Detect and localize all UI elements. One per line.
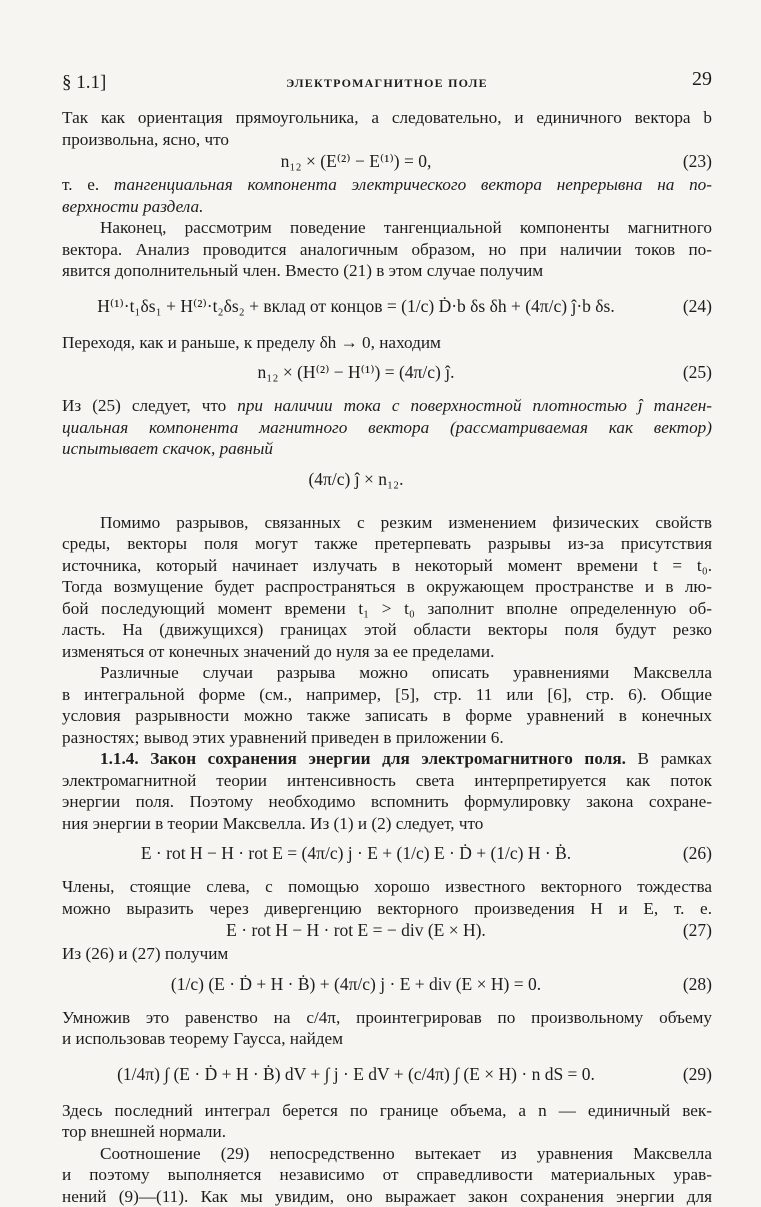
emphasis-text: тангенциальная компонента электрического вектора непрерывна на по- — [114, 175, 712, 194]
equation-expression: n₁₂ × (H⁽²⁾ − H⁽¹⁾) = (4π/c) ĵ. — [62, 362, 650, 384]
paragraph-lead: Из (25) следует, что — [62, 396, 226, 415]
equation-expression: (1/4π) ∫ (E · Ḋ + H · Ḃ) dV + ∫ j · E dV + (c/4π) ∫ (E × H) · n dS = 0. — [62, 1064, 650, 1086]
paragraph-line: вектора. Анализ проводится аналогичным образом, но при наличии токов по- — [62, 239, 712, 261]
equation-number: (26) — [683, 843, 712, 865]
equation-number: (27) — [683, 920, 712, 942]
paragraph-line: можно выразить через дивергенцию векторного произведения H и E, т. е. — [62, 898, 712, 920]
paragraph-line: Из (26) и (27) получим — [62, 943, 712, 965]
equation-expression: E · rot H − H · rot E = (4π/c) j · E + (1/c) E · Ḋ + (1/c) H · Ḃ. — [62, 843, 650, 865]
paragraph-line — [62, 748, 712, 770]
paragraph-line: разностях; вывод этих уравнений приведен в приложении 6. — [62, 727, 712, 749]
paragraph-line: Тогда возмущение будет распространяться в окружающем пространстве и в лю- — [62, 576, 712, 598]
equation-number: (24) — [683, 296, 712, 318]
equation-expression: (1/c) (E · Ḋ + H · Ḃ) + (4π/c) j · E + div (E × H) = 0. — [62, 974, 650, 996]
paragraph-line: явится дополнительный член. Вместо (21) в этом случае получим — [62, 260, 712, 282]
paragraph-line: нений (9)—(11). Как мы увидим, оно выражает закон сохранения энергии для — [62, 1186, 712, 1207]
paragraph-line: условия разрывности можно также записать в форме уравнений в конечных — [62, 705, 712, 727]
paragraph-line: ласть. На (движущихся) границах этой области векторы поля будут резко — [62, 619, 712, 641]
emphasis-text: верхности раздела. — [62, 196, 712, 218]
running-title: ЭЛЕКТРОМАГНИТНОЕ ПОЛЕ — [62, 76, 712, 91]
paragraph-line: Наконец, рассмотрим поведение тангенциальной компоненты магнитного — [62, 217, 712, 239]
paragraph-line: произвольна, ясно, что — [62, 129, 712, 151]
paragraph-line: Соотношение (29) непосредственно вытекает из уравнения Максвелла — [62, 1143, 712, 1165]
paragraph-line: тор внешней нормали. — [62, 1121, 712, 1143]
equation-24 — [62, 287, 712, 327]
equation-26 — [62, 839, 712, 871]
paragraph-line: Здесь последний интеграл берется по границе объема, а n — единичный век- — [62, 1100, 712, 1122]
equation-23 — [62, 150, 712, 174]
equation-29 — [62, 1055, 712, 1095]
paragraph-line: ния энергии в теории Максвелла. Из (1) и (2) следует, что — [62, 813, 712, 835]
equation-expression: H⁽¹⁾·t₁δs₁ + H⁽²⁾·t₂δs₂ + вклад от концов = (1/c) Ḋ·b δs δh + (4π/c) ĵ·b δs. — [62, 296, 650, 318]
equation-expression: n₁₂ × (E⁽²⁾ − E⁽¹⁾) = 0, — [62, 151, 650, 173]
equation-expression: E · rot H − H · rot E = − div (E × H). — [62, 920, 650, 942]
paragraph-line: и поэтому выполняется независимо от справедливости материальных урав- — [62, 1164, 712, 1186]
equation-number: (28) — [683, 974, 712, 996]
paragraph-line: и использовав теорему Гаусса, найдем — [62, 1028, 712, 1050]
section-reference: § 1.1] — [62, 72, 106, 94]
paragraph-line: Помимо разрывов, связанных с резким изменением физических свойств — [62, 512, 712, 534]
paragraph-line — [62, 395, 712, 417]
emphasis-text: при наличии тока с поверхностной плотностью ĵ танген- — [237, 396, 712, 415]
running-header — [62, 66, 712, 96]
equation-25 — [62, 358, 712, 390]
equation-number: (25) — [683, 362, 712, 384]
paragraph-line: Переходя, как и раньше, к пределу δh → 0, находим — [62, 332, 712, 354]
paragraph-line: Умножив это равенство на c/4π, проинтегрировав по произвольному объему — [62, 1007, 712, 1029]
paragraph-line: Различные случаи разрыва можно описать уравнениями Максвелла — [62, 662, 712, 684]
paragraph-lead: т. е. — [62, 175, 99, 194]
emphasis-text: циальная компонента магнитного вектора (рассматриваемая как вектор) — [62, 417, 712, 439]
paragraph-line — [62, 174, 712, 196]
paragraph-line: в интегральной форме (см., например, [5], стр. 11 или [6], стр. 6). Общие — [62, 684, 712, 706]
emphasis-text: испытывает скачок, равный — [62, 438, 712, 460]
paragraph-line: изменяться от конечных значений до нуля за ее пределами. — [62, 641, 712, 663]
equation-27 — [62, 919, 712, 943]
paragraph-line: источника, который начинает излучать в некоторый момент времени t = t₀. — [62, 555, 712, 577]
paragraph-line: Так как ориентация прямоугольника, а следовательно, и единичного вектора b — [62, 107, 712, 129]
page-number: 29 — [692, 68, 712, 91]
section-heading: 1.1.4. Закон сохранения энергии для электромагнитного поля. — [100, 749, 626, 768]
equation-number: (29) — [683, 1064, 712, 1086]
equation-number: (23) — [683, 151, 712, 173]
paragraph-line: энергии поля. Поэтому необходимо вспомнить формулировку закона сохране- — [62, 791, 712, 813]
equation-expression: (4π/c) ĵ × n₁₂. — [62, 469, 650, 491]
paragraph-line: бой последующий момент времени t₁ > t₀ заполнит вполне определенную об- — [62, 598, 712, 620]
paragraph-line: электромагнитной теории интенсивность света интерпретируется как поток — [62, 770, 712, 792]
equation-28 — [62, 970, 712, 1002]
page-body — [62, 107, 712, 1207]
paragraph-line: среды, векторы поля могут также претерпевать разрывы из-за присутствия — [62, 533, 712, 555]
paragraph-line: Члены, стоящие слева, с помощью хорошо известного векторного тождества — [62, 876, 712, 898]
equation-jump — [62, 465, 712, 497]
paragraph-text: В рамках — [638, 749, 712, 768]
